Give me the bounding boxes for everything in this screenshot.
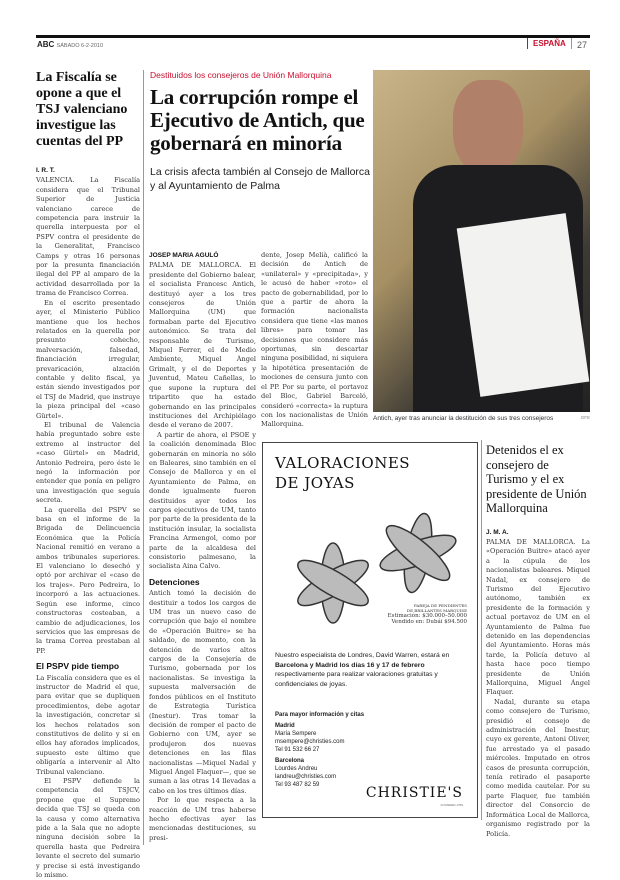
right-headline: Detenidos el ex consejero de Turismo y el ex presidente de Unión Mallorquina (486, 443, 587, 515)
masthead (37, 40, 103, 49)
main-col-2 (261, 251, 368, 430)
paper-name: ABC (37, 40, 55, 49)
christies-ad (262, 442, 478, 818)
page-number: 27 (577, 40, 588, 50)
photo-caption (373, 415, 590, 422)
main-subhead: Detenciones (149, 576, 200, 587)
main-headline: La corrupción rompe el Ejecutivo de Antich, que gobernará en minoría (150, 85, 365, 155)
paragraph: PALMA DE MALLORCA. El presidente del Gobierno balear, el socialista Francesc Antich, destituyó ayer a los tres consejeros de Unión Mallorquina (UM) que formaban parte del Ejecutivo autonómico. Se trata del responsable de Turismo, Miquel Ferrer, el de Medio Ambiente, Miquel Àngel Grimalt, y el de Deportes y Juventud, Mateu Cañellas, lo que supone la ruptura del tripartito que ha estado gobernando en las principales instituciones del Archipiélago desde el verano de 2007. (149, 261, 256, 430)
ad-title-line: VALORACIONES (275, 454, 411, 472)
side-byline: I. R. T. (36, 167, 55, 174)
side-article (36, 70, 140, 880)
photo-paper (457, 213, 590, 397)
column-divider (481, 440, 482, 820)
ad-text-part: Nuestro especialista de Londres, David Warren, estará en (275, 652, 450, 659)
column-divider (143, 70, 144, 845)
contact-phone: Tel 91 532 66 27 (275, 747, 320, 753)
right-byline: J. M. A. (486, 528, 509, 536)
paragraph: Antich tomó la decisión de destituir a todos los cargos de UM tras un nuevo caso de corrupción que bajo el nombre de «Operación Buitre» se ha saldado, de momento, con la detención de varios altos cargos de la Consejería de Turismo, gobernada por los nacionalistas. Se investiga la supuesta malversación de fondos públicos en el Instituto de Estrategia Turística (Inestur). Tras tomar la decisión de romper el pacto de Gobierno con UM, ayer se produjeron dos nuevas detenciones en las filas nacionalistas —Miquel Nadal y Miguel Ángel Flaquer—, que se suman a las otras 14 llevadas a cabo en los tres últimos días. (149, 589, 256, 795)
photo-credit: EFE (581, 415, 590, 420)
caption-text: Antich, ayer tras anunciar la destitución de sus tres consejeros (373, 415, 554, 422)
main-subtitle: La crisis afecta también al Consejo de Mallorca y al Ayuntamiento de Palma (150, 166, 371, 192)
ad-lot-info (388, 603, 467, 625)
ad-text-part: respectivamente para realizar valoraciones gratuitas y confidenciales de joyas. (275, 671, 438, 688)
paragraph: A partir de ahora, el PSOE y la coalición denominada Bloc gobernarán en minoría no sólo en Baleares, sino también en el Consejo de Mallorca y en el Ayuntamiento de Palma, en donde igualmente fueron destituidos ayer todos los cargos ejecutivos de UM, tanto por parte de la presidenta de la institución insular, la socialista Francina Armengol, como por parte de la alcaldesa del consistorio palmesano, la socialista Aina Calvo. (149, 430, 256, 571)
photo (373, 70, 590, 412)
ad-info-label: Para mayor información y citas (275, 712, 365, 718)
contact-email[interactable]: landreu@christies.com (275, 774, 337, 780)
main-article-head (150, 70, 372, 193)
contact-name: Lourdes Andreu (275, 766, 318, 772)
paragraph: PALMA DE MALLORCA. La «Operación Buitre» atacó ayer a la cúpula de los nacionalistas baleares. Miquel Nadal, ex consejero de Turismo del Ejecutivo autónomo, también ex presidente de la formación y actual portavoz de UM en el Ayuntamiento de Palma fue detenido en las dependencias del Ayuntamiento. Horas más tarde, la Policía detuvo al hasta hace poco tiempo presidente de Unión Mallorquina, Miguel Ángel Flaquer. (486, 537, 590, 697)
contact-phone: Tel 93 487 82 59 (275, 782, 320, 788)
city-label: Madrid (275, 723, 295, 729)
header-rule (36, 35, 590, 38)
city-label: Barcelona (275, 758, 305, 764)
ad-text (275, 651, 470, 689)
main-col-1 (149, 251, 256, 843)
paragraph: El tribunal de Valencia había preguntado sobre este extremo al instructor del «caso Gürtel» en Madrid, Antonio Pedreira, pero éste le negó la información por entender que ponía en peligro una investigación que seguía secreta. (36, 420, 140, 505)
main-byline: JOSEP MARIA AGULÓ (149, 252, 219, 259)
paragraph: VALENCIA. La Fiscalía considera que el Tribunal Superior de Justicia valenciano carece de competencia para instruir la querella interpuesta por el PSPV contra el presidente de la Generalitat, Francisco Camps y otras 16 personas por la presunta financiación ilegal del PP al amparo de la actividad desarrollada por la trama de Francisco Correa. (36, 176, 140, 298)
paragraph: Por lo que respecta a la reacción de UM tras haberse hecho efectivas ayer las mencionadas destituciones, su presi- (149, 796, 256, 842)
paragraph: dente, Josep Melià, calificó la decisión de Antich de «unilateral» y «precipitada», y le acusó de haber «roto» el pacto de gobernabilidad, por lo que a partir de ahora la formación nacionalista considera que tiene «las manos libres» para tomar las decisiones que considere más oportunas, sin descartar ninguna posibilidad, ni siquiera la hipotética presentación de mociones de censura junto con el PP. Por su parte, el portavoz del Bloc, Gabriel Barceló, consideró «correcta» la ruptura con los nacionalistas de Unión Mallorquina. (261, 251, 368, 429)
lot-sold: Vendido en: Dubái $94.500 (391, 619, 467, 625)
date: SÁBADO 6-2-2010 (56, 43, 104, 49)
ad-contacts (275, 711, 364, 789)
christies-logo: CHRISTIE'S (365, 785, 463, 801)
ad-text-bold: Barcelona y Madrid los días 16 y 17 de febrero (275, 661, 425, 669)
paragraph: Nadal, durante su etapa como consejero de Turismo, presidió el consejo de administración del Inestur, cuyo ex gerente, Antoni Oliver, fue arrestado ya el pasado miércoles. Imputado en otros casos de presunta corrupción, tenía retirado el pasaporte como medida cautelar. Por su parte Flaquer, fue también director del Consorcio de Informática Local de Mallorca, organismo registrado por la Policía. (486, 697, 590, 838)
kicker: Destituidos los consejeros de Unión Mallorquina (150, 70, 332, 80)
lot-estimate: Estimación: $30.000–50.000 (387, 613, 467, 619)
side-headline: La Fiscalía se opone a que el TSJ valenciano investigue las cuentas del PP (36, 70, 128, 149)
ad-title-line: DE JOYAS (275, 474, 355, 492)
paragraph: La querella del PSPV se basa en el informe de la Brigada de Delincuencia Económica que la Policía Nacional remitió en verano a ambos tribunales superiores. El valenciano lo desechó y optó por archivar el «caso de los trajes». Pero Pedreira, lo incorporó a las actuaciones. Según ese informe, cinco constructoras costeaban, a cambio de adjudicaciones, los servicios que las empresas de la trama Correa prestaban al PP. (36, 505, 140, 655)
contact-name: María Sempere (275, 731, 317, 737)
section-label: ESPAÑA (527, 38, 572, 49)
lot-line: PAREJA DE PENDIENTES (414, 603, 467, 608)
paragraph: En el escrito presentado ayer, el Ministerio Público mantiene que los hechos relatados en la querella por presunto cohecho, malversación, falsedad, financiación irregular, prevaricación, alzación contable y delito fiscal, ya están siendo investigados por el TSJ de Madrid, que instruye la pieza principal del «caso Gürtel». (36, 298, 140, 420)
logo-subtitle: FOUNDED 1766 (440, 803, 463, 807)
right-article (486, 443, 590, 839)
paragraph: El PSPV defiende la competencia del TSJCV, propone que el Supremo decida que TSJ se queda con la causa y como alternativa pide a la Sala que no adopte ninguna decisión sobre la querella hasta que Pedreira levante el secreto del sumario y precise si está investigando lo mismo. (36, 777, 140, 880)
lot-line: DE BRILLANTES MARQUISE (406, 608, 467, 613)
paragraph: La Fiscalía considera que es el instructor de Madrid el que, para evitar que se dupliquen procedimientos, debe agotar la investigación, concretar si los hechos relatados son constitutivos de delito y si en ellos hay aforados implicados, supuesto este último que obligaría a intervenir al Alto Tribunal valenciano. (36, 673, 140, 776)
side-subhead: El PSPV pide tiempo (36, 661, 120, 672)
photo-face (453, 80, 523, 175)
contact-email[interactable]: msempere@christies.com (275, 739, 345, 745)
